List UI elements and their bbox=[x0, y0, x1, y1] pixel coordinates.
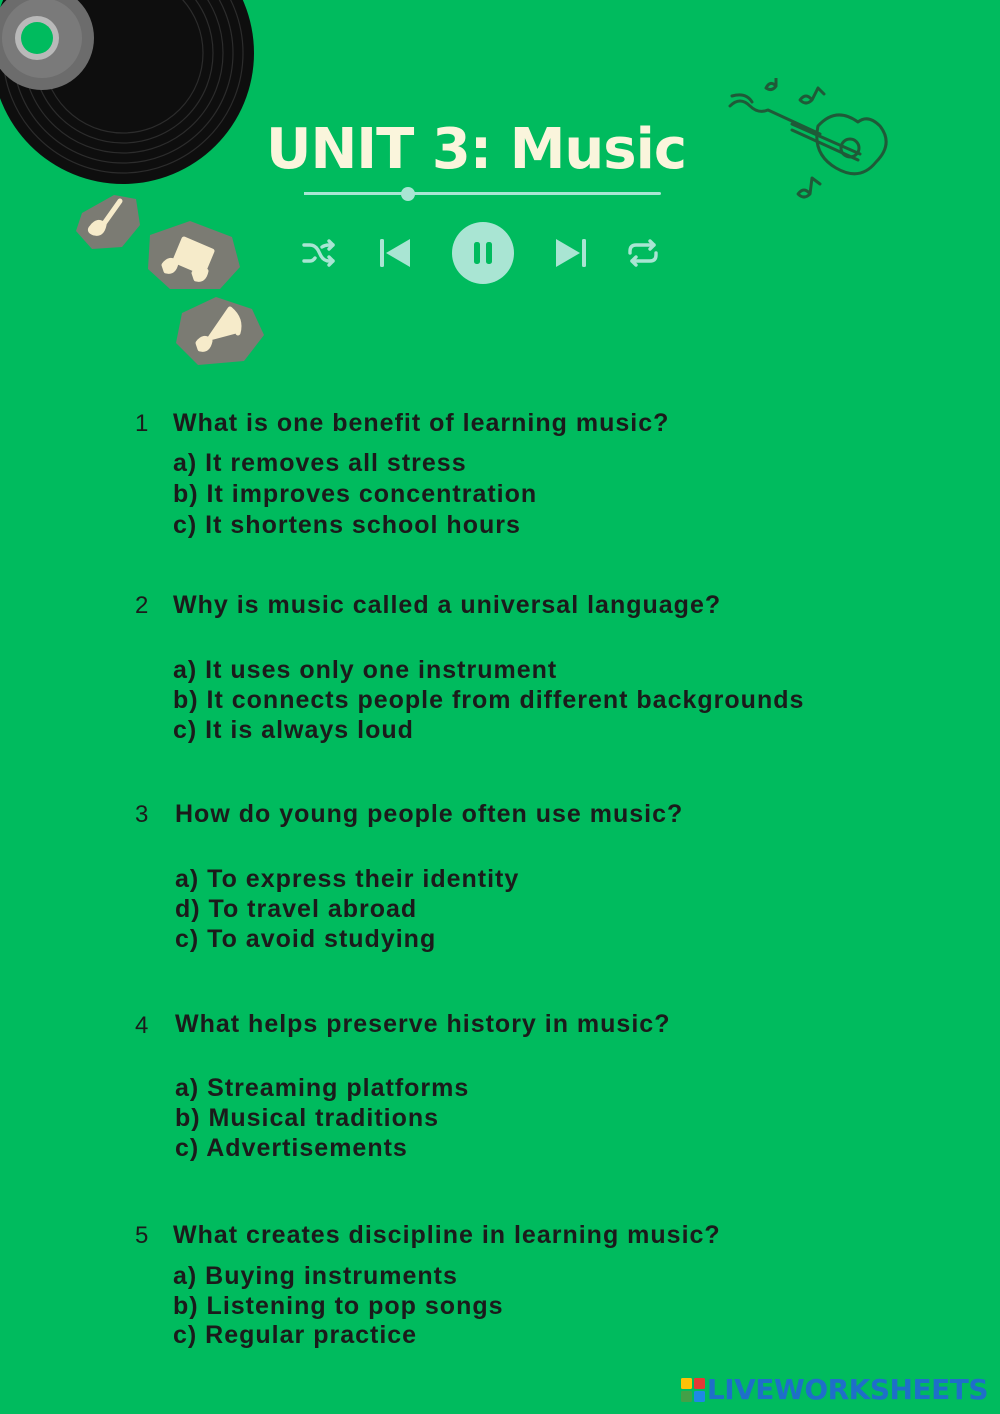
answer-option[interactable]: b) It connects people from different backgrounds bbox=[173, 686, 805, 714]
answer-option[interactable]: d) To travel abroad bbox=[175, 895, 418, 923]
question-number: 1 bbox=[135, 410, 150, 437]
question-text: How do young people often use music? bbox=[175, 800, 684, 828]
question-number: 2 bbox=[135, 592, 150, 619]
answer-option[interactable]: b) It improves concentration bbox=[173, 480, 538, 508]
answer-option[interactable]: c) It shortens school hours bbox=[173, 511, 521, 539]
answer-option[interactable]: a) Streaming platforms bbox=[175, 1074, 470, 1102]
answer-option[interactable]: b) Musical traditions bbox=[175, 1104, 440, 1132]
question-text: What creates discipline in learning music? bbox=[173, 1221, 721, 1249]
answer-option[interactable]: a) Buying instruments bbox=[173, 1262, 458, 1290]
answer-option[interactable]: c) To avoid studying bbox=[175, 925, 437, 953]
question-number: 3 bbox=[135, 801, 150, 828]
answer-option[interactable]: c) Advertisements bbox=[175, 1134, 408, 1162]
page-title: UNIT 3: Music bbox=[265, 117, 687, 182]
question-text: What helps preserve history in music? bbox=[175, 1010, 671, 1038]
liveworksheets-logo[interactable] bbox=[681, 1373, 988, 1407]
question-number: 4 bbox=[135, 1012, 150, 1039]
answer-option[interactable]: a) It uses only one instrument bbox=[173, 656, 558, 684]
answer-option[interactable]: c) Regular practice bbox=[173, 1321, 418, 1349]
answer-option[interactable]: a) To express their identity bbox=[175, 865, 520, 893]
question-text: Why is music called a universal language? bbox=[173, 591, 722, 619]
answer-option[interactable]: b) Listening to pop songs bbox=[173, 1292, 504, 1320]
question-text: What is one benefit of learning music? bbox=[173, 409, 670, 437]
answer-option[interactable]: c) It is always loud bbox=[173, 716, 414, 744]
answer-option[interactable]: a) It removes all stress bbox=[173, 449, 467, 477]
brand-name: LIVEWORKSHEETS bbox=[706, 1373, 988, 1406]
question-number: 5 bbox=[135, 1222, 150, 1249]
liveworksheets-logo-icon bbox=[681, 1378, 705, 1402]
